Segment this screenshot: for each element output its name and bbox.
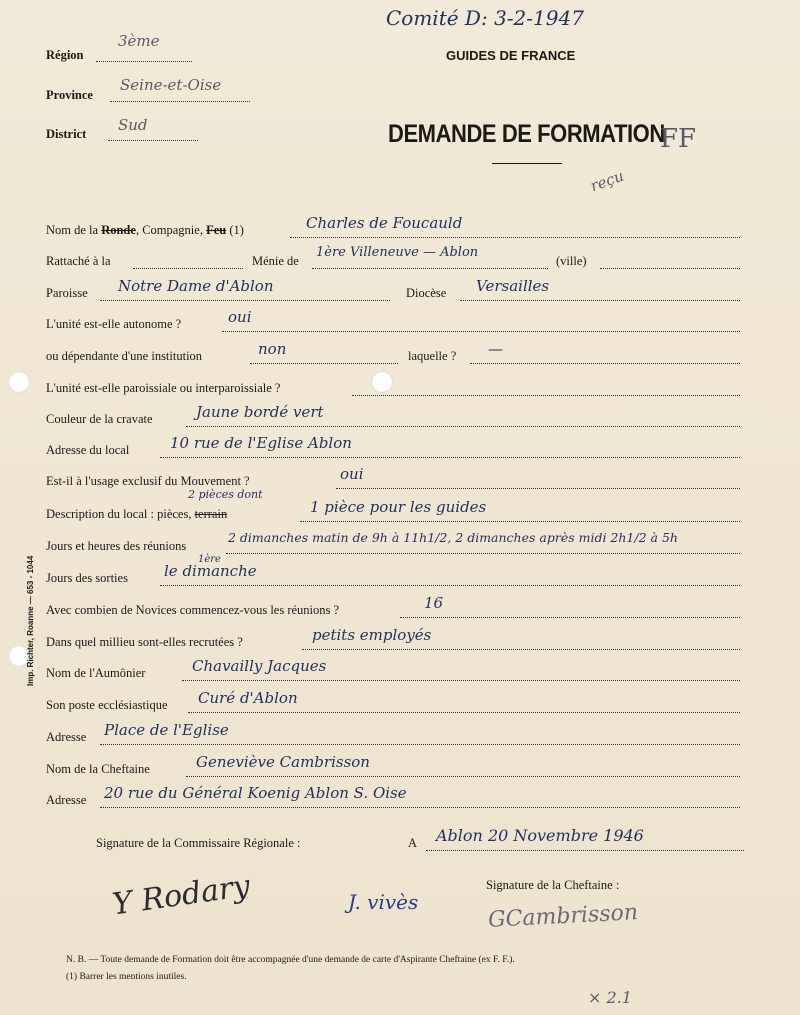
autonome-label: L'unité est-elle autonome ? <box>46 317 182 331</box>
ville-line <box>600 268 740 269</box>
aumonier-label: Nom de l'Aumônier <box>46 666 146 680</box>
nom-note: (1) <box>229 223 244 237</box>
dependante-label: ou dépendante d'une institution <box>46 349 203 363</box>
commissaire-signature-label: Signature de la Commissaire Régionale : <box>96 836 301 850</box>
cravate-line <box>186 426 740 427</box>
paroisse-line <box>100 300 390 301</box>
paroisse-value: Notre Dame d'Ablon <box>118 277 274 295</box>
laquelle-label: laquelle ? <box>408 349 457 363</box>
menie-value: 1ère Villeneuve — Ablon <box>316 245 479 260</box>
sorties-above: 1ère <box>198 554 221 565</box>
exclusif-line <box>336 488 740 489</box>
district-label: District <box>46 127 87 141</box>
sorties-line <box>160 585 740 586</box>
ville-label: (ville) <box>556 254 587 268</box>
laquelle-value: — <box>488 340 503 358</box>
menie-label: Ménie de <box>252 254 299 268</box>
exclusif-label: Est-il à l'usage exclusif du Mouvement ? <box>46 474 250 488</box>
cravate-value: Jaune bordé vert <box>196 403 324 421</box>
reunions-label: Jours et heures des réunions <box>46 539 187 553</box>
novices-value: 16 <box>424 594 444 612</box>
exclusif-value: oui <box>340 465 364 483</box>
local-line <box>160 457 740 458</box>
laquelle-line <box>470 363 740 364</box>
aumonier-line <box>182 680 740 681</box>
nom-ronde-struck: Ronde <box>101 223 136 237</box>
novices-line <box>400 617 740 618</box>
rattache-label: Rattaché à la <box>46 254 111 268</box>
dependante-line <box>250 363 398 364</box>
local-value: 10 rue de l'Eglise Ablon <box>170 434 352 452</box>
nom-feu-struck: Feu <box>206 223 227 237</box>
adresse2-value: 20 rue du Général Koenig Ablon S. Oise <box>104 784 407 802</box>
cheftaine-signature-label: Signature de la Cheftaine : <box>486 878 620 892</box>
barrer-note: (1) Barrer les mentions inutiles. <box>66 972 187 982</box>
poste-line <box>188 712 740 713</box>
autonome-line <box>222 331 740 332</box>
region-value: 3ème <box>118 32 160 50</box>
description-line <box>300 521 740 522</box>
milieu-line <box>302 649 740 650</box>
province-value: Seine-et-Oise <box>120 76 222 94</box>
adresse2-label: Adresse <box>46 793 87 807</box>
nom-value: Charles de Foucauld <box>306 214 463 232</box>
paroisse-label: Paroisse <box>46 286 88 300</box>
adresse1-line <box>100 744 740 745</box>
printer-imprint: Imp. Richter, Roanne — 653 - 1044 <box>26 555 35 686</box>
paroissiale-label: L'unité est-elle paroissiale ou interparoissiale ? <box>46 381 281 395</box>
aumonier-value: Chavailly Jacques <box>192 657 327 675</box>
diocese-value: Versailles <box>476 277 550 295</box>
cravate-label: Couleur de la cravate <box>46 412 153 426</box>
adresse2-line <box>100 807 740 808</box>
cheftaine-label: Nom de la Cheftaine <box>46 762 150 776</box>
org-name: GUIDES DE FRANCE <box>446 48 576 63</box>
nom-label <box>46 223 244 238</box>
form-title: DEMANDE DE FORMATION <box>388 120 665 148</box>
cheftaine-signature: GCambrisson <box>487 900 639 933</box>
pieces-label: pièces, <box>157 507 192 521</box>
punch-hole-top <box>371 371 393 393</box>
reunions-line <box>226 553 740 554</box>
a-label: A <box>408 836 418 850</box>
ff-mark: FF <box>660 124 697 154</box>
initials-signature: J. vivès <box>348 890 419 914</box>
commissaire-signature: Y Rodary <box>110 868 253 923</box>
place-date-value: Ablon 20 Novembre 1946 <box>436 826 644 845</box>
region-label: Région <box>46 48 84 62</box>
description-label: Description du local : <box>46 507 154 521</box>
poste-value: Curé d'Ablon <box>198 689 298 707</box>
punch-hole-upper <box>8 371 30 393</box>
description-above: 2 pièces dont <box>188 488 263 501</box>
menie-line <box>312 268 548 269</box>
paroissiale-line <box>352 395 740 396</box>
region-line <box>96 61 192 62</box>
province-label: Province <box>46 88 93 102</box>
dependante-value: non <box>258 340 287 358</box>
poste-label: Son poste ecclésiastique <box>46 698 168 712</box>
province-line <box>110 101 250 102</box>
milieu-label: Dans quel millieu sont-elles recrutées ? <box>46 635 243 649</box>
cheftaine-value: Geneviève Cambrisson <box>196 753 370 771</box>
description-label-row <box>46 507 227 522</box>
cheftaine-line <box>186 776 740 777</box>
adresse1-value: Place de l'Eglise <box>104 721 229 739</box>
nom-compagnie: , Compagnie, <box>135 223 203 237</box>
sorties-label: Jours des sorties <box>46 571 128 585</box>
corner-mark: × 2.1 <box>588 988 632 1007</box>
novices-label: Avec combien de Novices commencez-vous les réunions ? <box>46 603 340 617</box>
milieu-value: petits employés <box>312 626 432 644</box>
district-line <box>108 140 198 141</box>
recu-mark: reçu <box>587 166 627 196</box>
terrain-struck: terrain <box>194 507 228 521</box>
title-underline <box>492 163 562 164</box>
committee-note: Comité D: 3-2-1947 <box>386 6 584 30</box>
autonome-value: oui <box>228 308 252 326</box>
reunions-value: 2 dimanches matin de 9h à 11h1/2, 2 dimanches après midi 2h1/2 à 5h <box>228 530 678 545</box>
local-label: Adresse du local <box>46 443 130 457</box>
nom-prefix: Nom de la <box>46 223 99 237</box>
diocese-label: Diocèse <box>406 286 447 300</box>
rattache-line <box>133 268 243 269</box>
nb-note: N. B. — Toute demande de Formation doit être accompagnée d'une demande de carte d'Aspirante Cheftaine (ex F. F.). <box>66 955 515 965</box>
nom-line <box>290 237 740 238</box>
adresse1-label: Adresse <box>46 730 87 744</box>
place-date-line <box>426 850 744 851</box>
description-value: 1 pièce pour les guides <box>310 498 487 516</box>
district-value: Sud <box>118 116 148 134</box>
diocese-line <box>460 300 740 301</box>
sorties-value: le dimanche <box>164 562 257 580</box>
